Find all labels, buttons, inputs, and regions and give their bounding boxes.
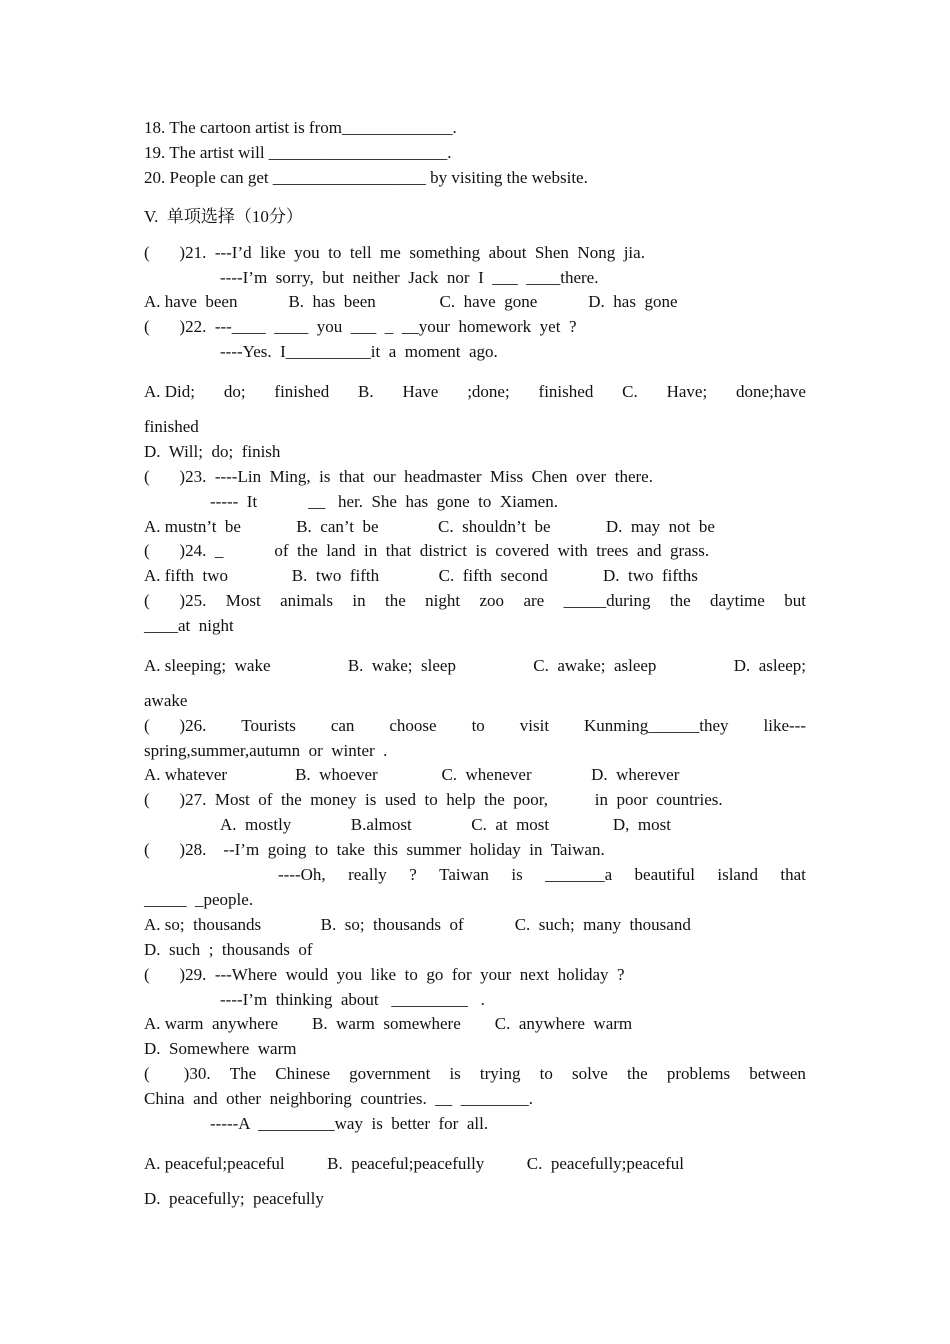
question-24-options: A. fifth two B. two fifth C. fifth second D. two fifths — [144, 566, 698, 585]
question-22-options-cont: finished — [144, 417, 199, 436]
question-21-prompt: ( )21. ---I’d like you to tell me something about Shen Nong jia. — [144, 243, 645, 262]
prompt-word: choose — [389, 716, 437, 735]
question-29-options: A. warm anywhere B. warm somewhere C. anywhere warm — [144, 1014, 633, 1033]
question-28-options: A. so; thousands B. so; thousands of C. such; many thousand — [144, 915, 691, 934]
question-18: 18. The cartoon artist is from_____________. — [144, 118, 457, 137]
question-30-option-d: D. peacefully; peacefully — [144, 1189, 324, 1208]
response-word: island — [717, 865, 758, 884]
prompt-word: government — [349, 1064, 431, 1083]
response-word: really — [348, 865, 387, 884]
option-word: finished — [538, 382, 594, 401]
question-22-option-d: D. Will; do; finish — [144, 442, 281, 461]
option-word: done;have — [736, 382, 806, 401]
question-22-options — [144, 382, 806, 402]
response-word: Taiwan — [439, 865, 489, 884]
prompt-word: Tourists — [241, 716, 296, 735]
question-29-option-d: D. Somewhere warm — [144, 1039, 297, 1058]
question-23-response: ----- It __ her. She has gone to Xiamen. — [210, 492, 558, 511]
question-29-response: ----I’m thinking about _________ . — [220, 990, 485, 1009]
question-20: 20. People can get __________________ by visiting the website. — [144, 168, 588, 187]
response-word: ----Oh, — [278, 865, 326, 884]
prompt-word: Kunming______they — [584, 716, 729, 735]
question-28-option-d: D. such ; thousands of — [144, 940, 313, 959]
question-30-options: A. peaceful;peaceful B. peaceful;peacefully C. peacefully;peaceful — [144, 1154, 684, 1173]
question-30-prompt-cont: China and other neighboring countries. __ ________. — [144, 1089, 534, 1108]
question-25-prompt — [144, 591, 806, 611]
question-21-options: A. have been B. has been C. have gone D. has gone — [144, 292, 678, 311]
question-19: 19. The artist will _____________________. — [144, 143, 452, 162]
question-26-prompt — [144, 716, 806, 736]
question-23-options: A. mustn’t be B. can’t be C. shouldn’t be D. may not be — [144, 517, 715, 536]
prompt-word: Chinese — [275, 1064, 331, 1083]
prompt-word: problems — [666, 1064, 731, 1083]
section-heading: V. 单项选择（10分） — [144, 207, 303, 226]
option-c: C. awake; asleep — [533, 656, 657, 675]
prompt-word: to — [471, 716, 485, 735]
option-word: do; — [223, 382, 246, 401]
prompt-word: ( )26. — [144, 716, 207, 735]
question-24-prompt: ( )24. _ of the land in that district is covered with trees and grass. — [144, 541, 710, 560]
response-word: ? — [409, 865, 417, 884]
prompt-word: daytime — [710, 591, 765, 610]
prompt-word: are — [523, 591, 545, 610]
option-a: A. sleeping; wake — [144, 656, 271, 675]
prompt-word: the — [626, 1064, 648, 1083]
prompt-word: is — [449, 1064, 461, 1083]
question-26-prompt-cont: spring,summer,autumn or winter . — [144, 741, 388, 760]
option-b: B. wake; sleep — [347, 656, 456, 675]
question-30-response: -----A _________way is better for all. — [210, 1114, 489, 1133]
prompt-word: Most — [225, 591, 261, 610]
prompt-word: visit — [519, 716, 550, 735]
prompt-word: like--- — [763, 716, 806, 735]
question-27-prompt: ( )27. Most of the money is used to help the poor, in poor countries. — [144, 790, 723, 809]
prompt-word: zoo — [479, 591, 505, 610]
question-27-options: A. mostly B.almost C. at most D, most — [220, 815, 671, 834]
prompt-word: trying — [479, 1064, 521, 1083]
prompt-word: between — [749, 1064, 806, 1083]
prompt-word: ( )30. — [144, 1064, 211, 1083]
question-28-response-cont: _____ _people. — [144, 890, 254, 909]
question-22-prompt: ( )22. ---____ ____ you ___ _ __your homework yet ? — [144, 317, 577, 336]
response-word: is — [511, 865, 523, 884]
option-word: A. Did; — [144, 382, 195, 401]
option-word: C. — [622, 382, 638, 401]
question-26-options: A. whatever B. whoever C. whenever D. wherever — [144, 765, 680, 784]
question-21-response: ----I’m sorry, but neither Jack nor I ___ ____there. — [220, 268, 599, 287]
prompt-word: in — [352, 591, 366, 610]
question-23-prompt: ( )23. ----Lin Ming, is that our headmaster Miss Chen over there. — [144, 467, 653, 486]
question-28-response — [278, 865, 806, 885]
question-25-prompt-cont: ____at night — [144, 616, 234, 635]
option-word: B. — [358, 382, 374, 401]
prompt-word: can — [330, 716, 355, 735]
prompt-word: to — [539, 1064, 553, 1083]
question-29-prompt: ( )29. ---Where would you like to go for your next holiday ? — [144, 965, 625, 984]
question-28-prompt: ( )28. --I’m going to take this summer holiday in Taiwan. — [144, 840, 605, 859]
prompt-word: The — [229, 1064, 257, 1083]
question-25-options — [144, 656, 806, 676]
option-d: D. asleep; — [733, 656, 806, 675]
prompt-word: night — [425, 591, 461, 610]
question-25-options-cont: awake — [144, 691, 188, 710]
option-word: ;done; — [467, 382, 510, 401]
response-word: _______a — [545, 865, 613, 884]
option-word: Have; — [666, 382, 708, 401]
response-word: beautiful — [634, 865, 695, 884]
option-word: finished — [274, 382, 330, 401]
response-word: that — [780, 865, 806, 884]
prompt-word: solve — [571, 1064, 608, 1083]
question-30-prompt — [144, 1064, 806, 1084]
prompt-word: animals — [280, 591, 333, 610]
prompt-word: the — [669, 591, 691, 610]
prompt-word: _____during — [563, 591, 651, 610]
question-22-response: ----Yes. I__________it a moment ago. — [220, 342, 498, 361]
prompt-word: the — [384, 591, 406, 610]
prompt-word: but — [784, 591, 806, 610]
prompt-word: ( )25. — [144, 591, 207, 610]
option-word: Have — [402, 382, 439, 401]
